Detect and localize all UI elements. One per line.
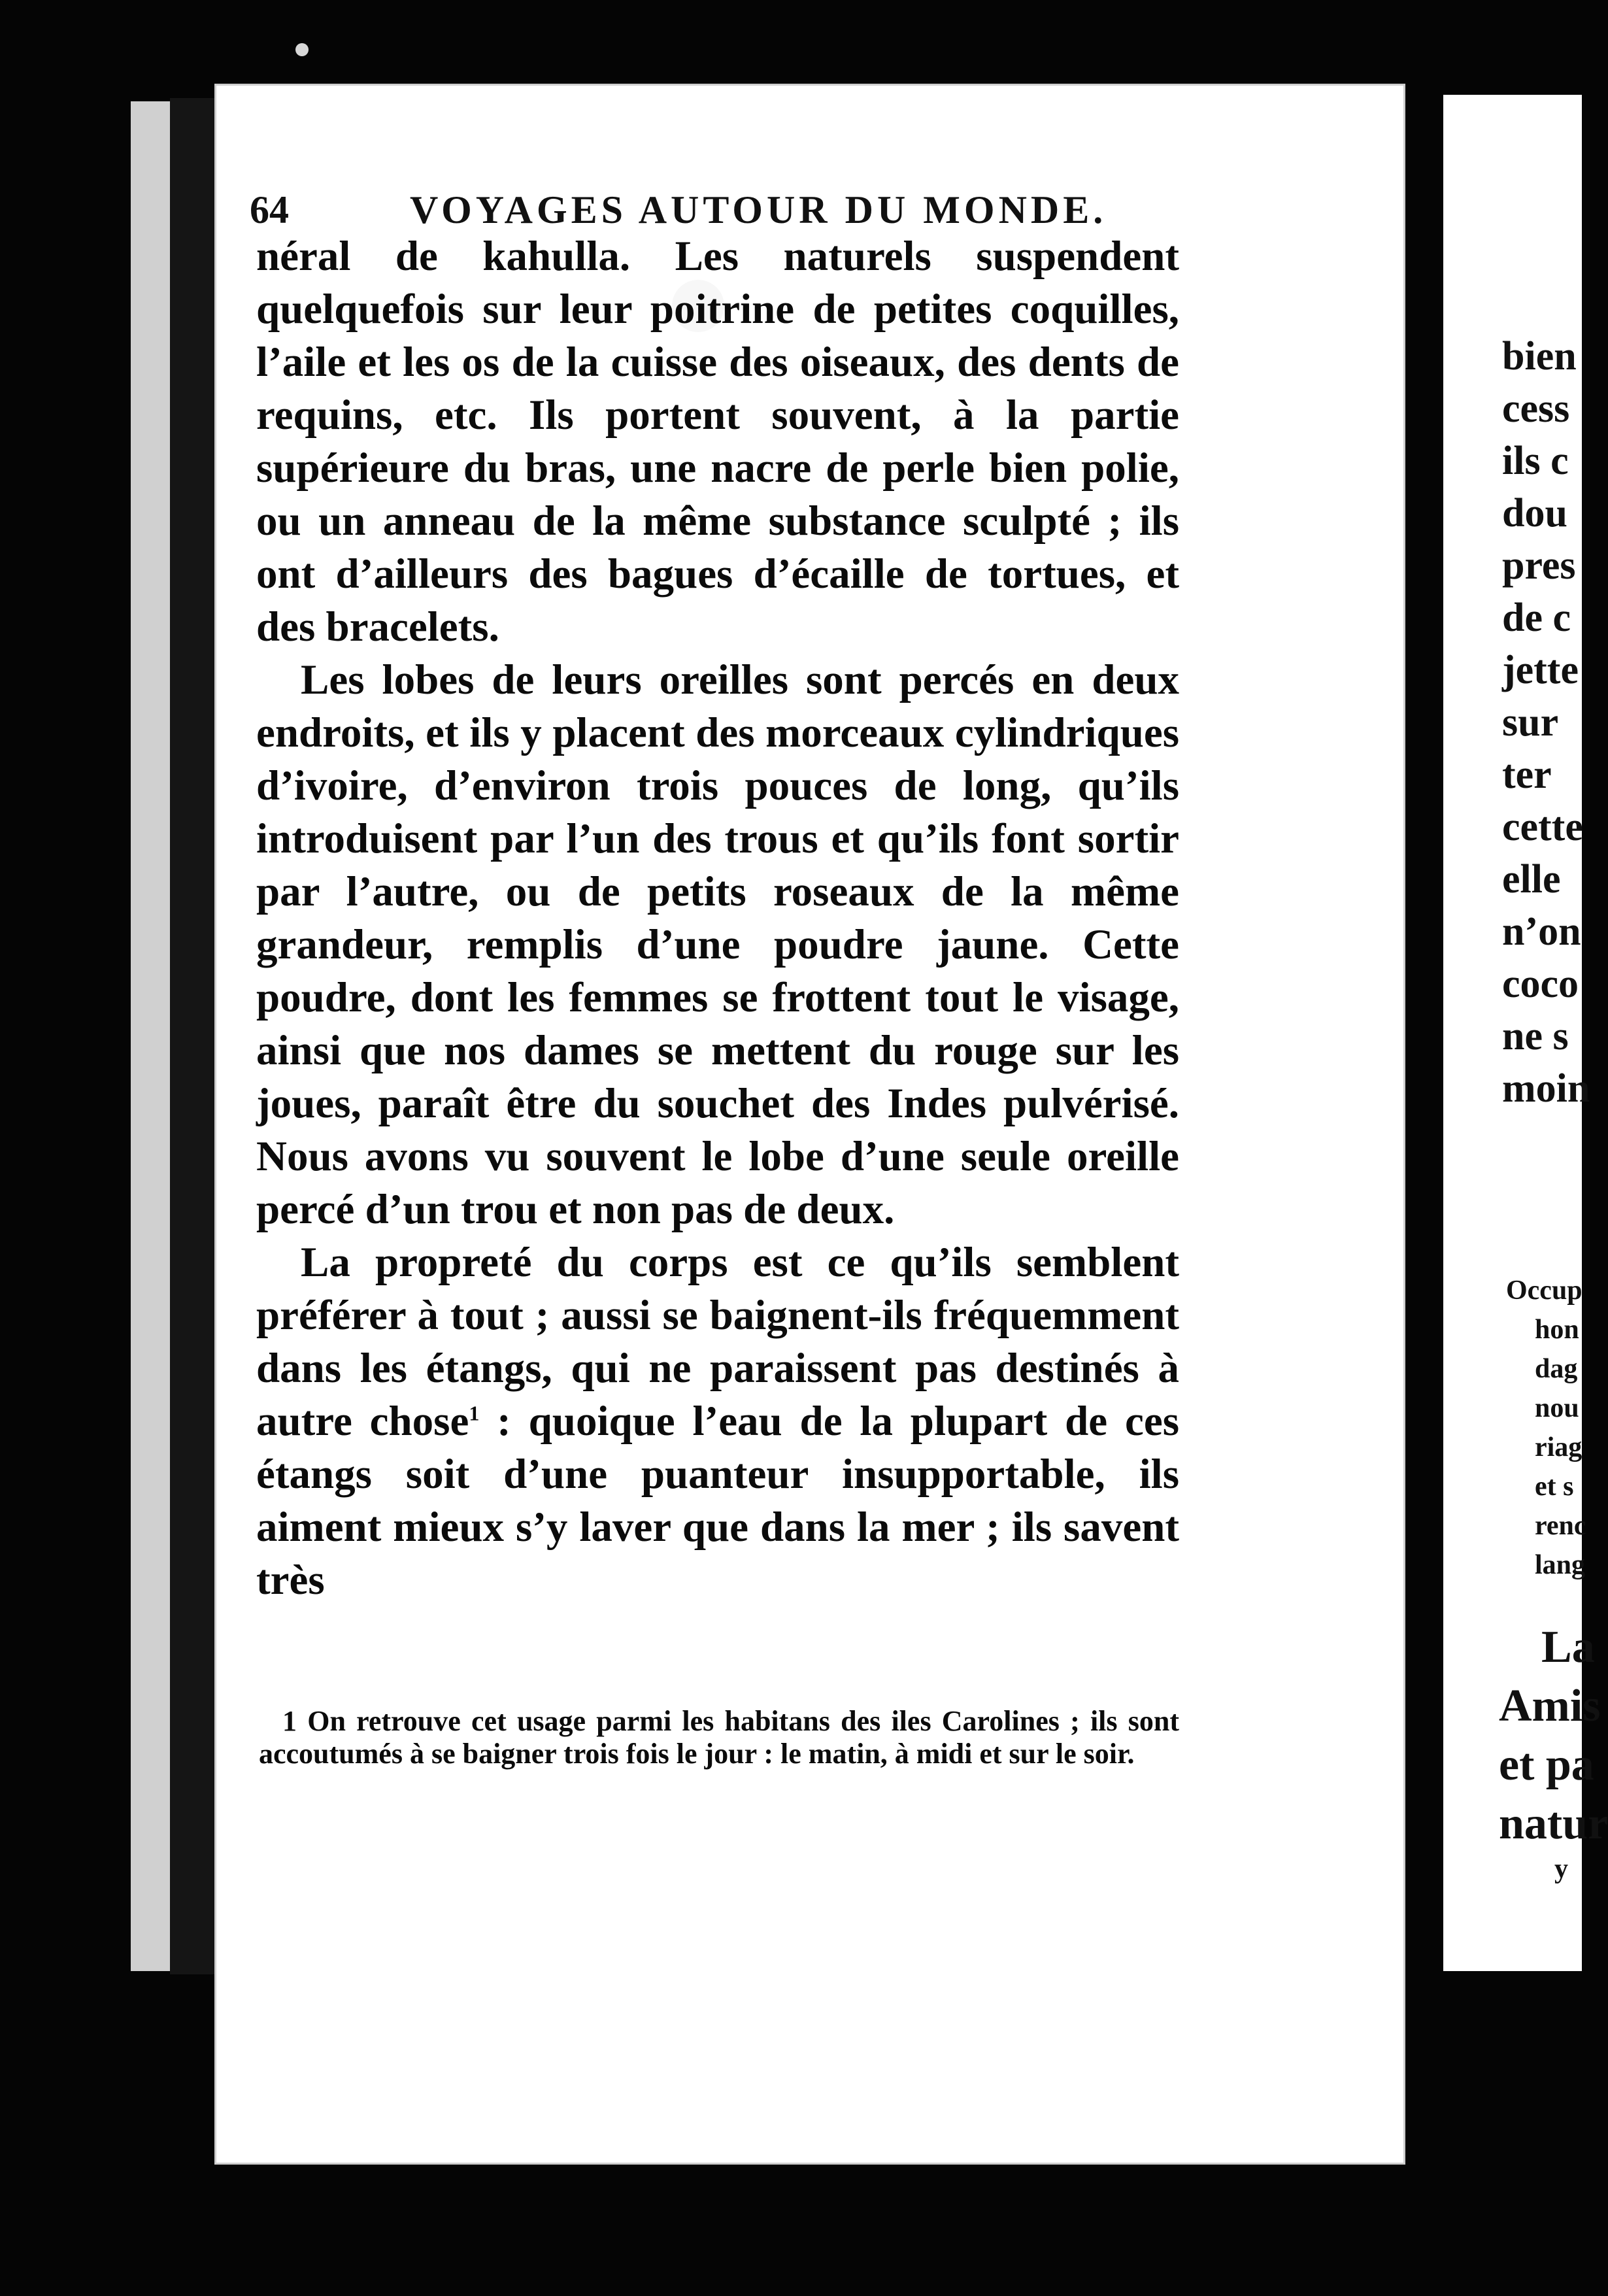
facing-page-note-line: riag	[1535, 1432, 1583, 1462]
page-corner-dot	[295, 43, 309, 56]
facing-page-note-line: hon	[1535, 1315, 1579, 1345]
paragraph-text: : quoique l’eau de la plupart de ces étangs soit d’une puanteur insupportable, ils aiment mieux s’y laver que dans la mer ; ils savent très	[256, 1398, 1179, 1604]
facing-page-line: natur	[1499, 1798, 1608, 1849]
running-title: VOYAGES AUTOUR DU MONDE.	[410, 188, 1107, 231]
paragraph: néral de kahulla. Les naturels suspendent quelquefois sur leur poitrine de petites coquilles, l’aile et les os de la cuisse des oiseaux, des dents de requins, etc. Ils portent souvent, à la partie supérieure du bras, une nacre de perle bien polie, ou un anneau de la même substance sculpté ; ils ont d’ailleurs des bagues d’écaille de tortues, et des bracelets.	[256, 233, 1179, 650]
facing-page-note-line: Occup	[1506, 1275, 1583, 1306]
footnote-text: On retrouve cet usage parmi les habitans des iles Carolines ; ils sont accoutumés à se baigner trois fois le jour : le matin, à midi et sur le soir.	[259, 1705, 1179, 1770]
paragraph: Les lobes de leurs oreilles sont percés en deux endroits, et ils y placent des morceaux cylindriques d’ivoire, d’environ trois pouces de long, qu’ils introduisent par l’un des trous et qu’ils font sortir par l’autre, ou de petits roseaux de la même grandeur, remplis d’une poudre jaune. Cette poudre, dont les femmes se frottent tout le visage, ainsi que nos dames se mettent du rouge sur les joues, paraît être du souchet des Indes pulvérisé. Nous avons vu souvent le lobe d’une seule oreille percé d’un trou et non pas de deux.	[256, 656, 1179, 1233]
book-gutter-shadow	[170, 98, 219, 1974]
facing-page-line: sur	[1502, 700, 1559, 745]
facing-page-note-line: lang	[1535, 1550, 1586, 1580]
paragraph	[256, 1236, 1179, 1607]
facing-page-line: moin	[1502, 1066, 1590, 1111]
facing-page-note-line: nou	[1535, 1393, 1579, 1423]
facing-page-line: n’on	[1502, 909, 1581, 954]
facing-page-line: de c	[1502, 596, 1571, 640]
facing-page-line: pres	[1502, 543, 1576, 588]
facing-page-line: ne s	[1502, 1014, 1569, 1058]
facing-page	[1443, 95, 1608, 1971]
page-number: 64	[250, 188, 289, 231]
facing-page-line: et pa	[1499, 1740, 1594, 1790]
facing-page-line: cette	[1502, 805, 1583, 849]
main-text	[256, 230, 1179, 1607]
book-spine-edge	[131, 101, 170, 1971]
facing-page-line: elle	[1502, 857, 1561, 902]
facing-page-mark: y	[1554, 1854, 1568, 1884]
facing-page-line: ils c	[1502, 439, 1569, 483]
facing-page-line: ter	[1502, 752, 1552, 797]
facing-page-note-line: et s	[1535, 1472, 1574, 1502]
facing-page-line: dou	[1502, 491, 1567, 535]
footnote-marker: 1	[282, 1705, 297, 1737]
facing-page-line: bien	[1502, 334, 1577, 379]
facing-page-note-line: renc	[1535, 1511, 1586, 1541]
footnote	[259, 1705, 1179, 1770]
facing-page-line: coco	[1502, 962, 1579, 1006]
facing-page-line: cess	[1502, 386, 1570, 431]
facing-page-note-line: dag	[1535, 1354, 1578, 1384]
facing-page-line: La	[1541, 1622, 1595, 1672]
facing-page-line: jette	[1502, 648, 1579, 692]
paragraph-text: La propreté du corps est ce qu’ils semblent préférer à tout ; aussi se baignent-ils fréquemment dans les étangs, qui ne paraissent pas destinés à autre chose	[256, 1239, 1179, 1445]
footnote-reference: 1	[469, 1401, 480, 1425]
facing-page-line: Amis	[1499, 1681, 1601, 1731]
